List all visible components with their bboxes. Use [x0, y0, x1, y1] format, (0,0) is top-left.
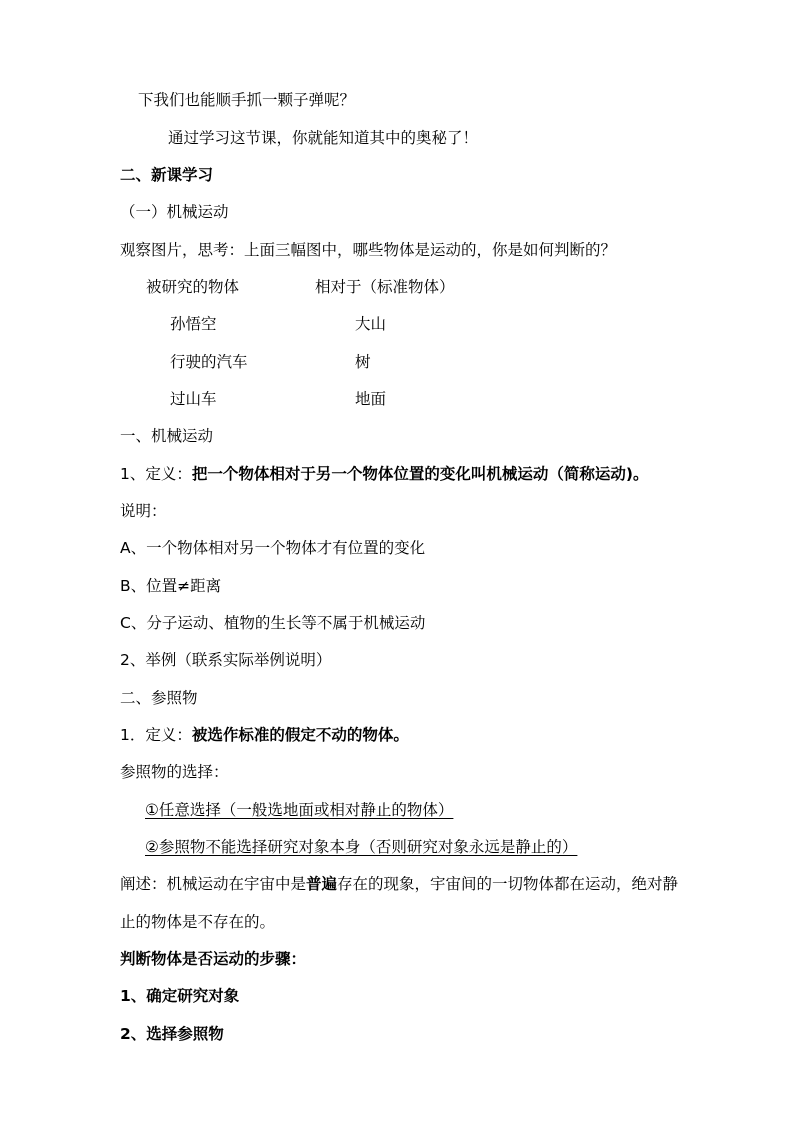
table-cell: 大山: [355, 315, 387, 333]
subsection-title: （一）机械运动: [120, 203, 229, 221]
step-2: 2、选择参照物: [120, 1025, 224, 1043]
part2-definition: [120, 725, 409, 745]
table-header-object: 被研究的物体: [146, 278, 240, 296]
definition-text: 被选作标准的假定不动的物体。: [191, 726, 409, 744]
part1-title: 一、机械运动: [120, 427, 214, 445]
table-cell: 地面: [355, 390, 387, 408]
definition-label: 1．定义：: [120, 726, 192, 744]
statement-prefix: 阐述：机械运动在宇宙中是: [120, 875, 307, 893]
explain-label: 说明：: [120, 502, 167, 520]
intro-line-1: 下我们也能顺手抓一颗子弹呢？: [138, 91, 356, 109]
table-header-reference: 相对于（标准物体）: [315, 278, 455, 296]
steps-title: 判断物体是否运动的步骤：: [120, 950, 307, 968]
example-line: 2、举例（联系实际举例说明）: [120, 651, 332, 669]
definition-label: 1、定义：: [120, 465, 192, 483]
question-text: 观察图片，思考：上面三幅图中，哪些物体是运动的，你是如何判断的？: [120, 241, 617, 259]
statement-line-2: 止的物体是不存在的。: [120, 913, 276, 931]
note-c: C、分子运动、植物的生长等不属于机械运动: [120, 614, 426, 632]
table-cell: 孙悟空: [170, 315, 217, 333]
statement-bold: 普遍: [306, 875, 338, 893]
section-title: 二、新课学习: [120, 166, 214, 184]
step-1: 1、确定研究对象: [120, 987, 240, 1005]
statement-suffix: 存在的现象，宇宙间的一切物体都在运动，绝对静: [337, 875, 679, 893]
table-cell: 过山车: [170, 390, 217, 408]
table-cell: 树: [355, 353, 371, 371]
definition-text: 把一个物体相对于另一个物体位置的变化叫机械运动（简称运动)。: [191, 465, 649, 483]
table-cell: 行驶的汽车: [170, 353, 248, 371]
part2-title: 二、参照物: [120, 689, 198, 707]
choice-label: 参照物的选择：: [120, 763, 229, 781]
intro-line-2: 通过学习这节课，你就能知道其中的奥秘了！: [168, 129, 479, 147]
note-b: B、位置≠距离: [120, 577, 222, 595]
part1-definition: [120, 464, 648, 484]
choice-1: ①任意选择（一般选地面或相对静止的物体）: [145, 801, 454, 819]
choice-2: ②参照物不能选择研究对象本身（否则研究对象永远是静止的）: [145, 838, 578, 856]
note-a: A、一个物体相对另一个物体才有位置的变化: [120, 539, 426, 557]
statement-line-1: [120, 874, 678, 894]
